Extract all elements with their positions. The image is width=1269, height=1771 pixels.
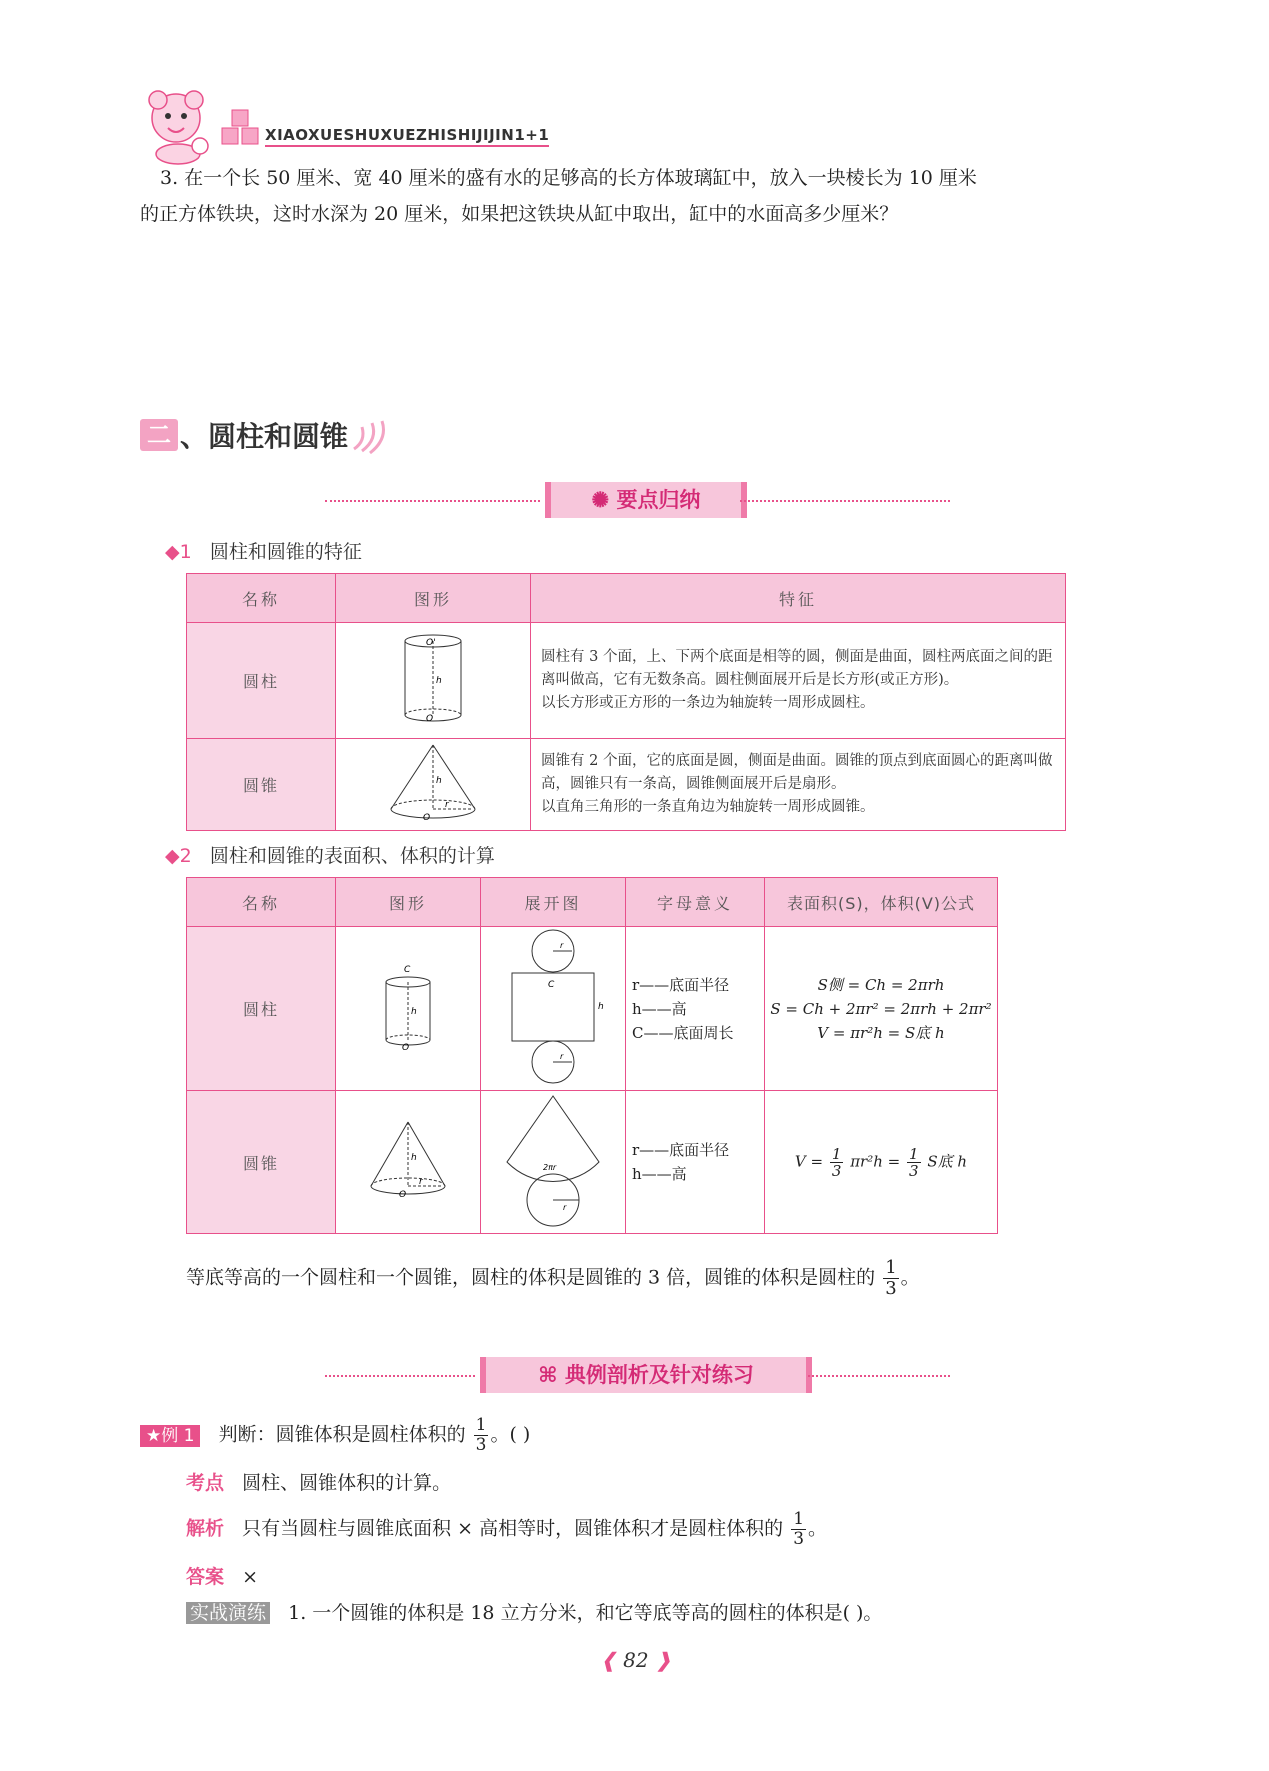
- cylinder-formulas: [765, 927, 998, 1091]
- label-o: O: [426, 713, 434, 724]
- cylinder-legend: [626, 927, 765, 1091]
- cone-figure-small: [336, 1091, 481, 1234]
- mascot-illustration: [138, 86, 220, 166]
- label-c: C: [548, 979, 555, 990]
- examples-banner: [480, 1357, 812, 1393]
- label-o: O: [402, 1042, 410, 1052]
- volume-relation-note: [186, 1258, 920, 1299]
- fraction-one-third: [907, 1146, 921, 1179]
- question-3-line-2: 的正方体铁块，这时水深为 20 厘米，如果把这铁块从缸中取出，缸中的水面高多少厘米？: [140, 203, 899, 225]
- table1-header-feature: 特征: [531, 574, 1066, 623]
- subheading-1: [165, 537, 362, 564]
- example-1: [140, 1416, 530, 1455]
- legend-h: h——高: [632, 1165, 687, 1183]
- practice-tag: 实战演练: [186, 1602, 270, 1624]
- formula-volume: V = πr²h = S底 h: [817, 1023, 945, 1042]
- label-c: C: [404, 964, 411, 975]
- example-blank: 。( ): [490, 1423, 531, 1446]
- cylinder-feature-text-2: 以长方形或正方形的一条边为轴旋转一周形成圆柱。: [541, 695, 875, 711]
- table2-header-figure: 图形: [336, 878, 481, 927]
- jiexi-text: 只有当圆柱与圆锥底面积 × 高相等时，圆锥体积才是圆柱体积的: [242, 1517, 784, 1540]
- table1-row-cylinder-feature: [531, 623, 1066, 739]
- label-r: r: [563, 1203, 567, 1212]
- section-title-text: 、圆柱和圆锥: [180, 420, 349, 453]
- formula-surface-area: S = Ch + 2πr² = 2πrh + 2πr²: [770, 999, 992, 1018]
- note-text: 等底等高的一个圆柱和一个圆锥，圆柱的体积是圆锥的 3 倍，圆锥的体积是圆柱的: [186, 1266, 876, 1289]
- table1-row-cone-feature: [531, 739, 1066, 831]
- pinwheel-icon: ✺: [591, 487, 617, 512]
- subheading-2-title: 圆柱和圆锥的表面积、体积的计算: [209, 845, 495, 867]
- question-3-line-1: 3. 在一个长 50 厘米、宽 40 厘米的盛有水的足够高的长方体玻璃缸中，放入一块棱长为 10 厘米: [160, 167, 977, 189]
- cone-feature-text-2: 以直角三角形的一条直角边为轴旋转一周形成圆锥。: [541, 799, 875, 815]
- label-r: r: [560, 1051, 564, 1061]
- summary-banner-label: 要点归纳: [616, 487, 701, 512]
- label-h: h: [436, 775, 442, 786]
- label-r: r: [445, 799, 449, 810]
- table2-header-formula: 表面积(S)，体积(V)公式: [765, 878, 998, 927]
- dotted-divider-right: [808, 1375, 950, 1377]
- cone-formula-prefix: V =: [794, 1152, 824, 1170]
- label-r: r: [419, 1177, 423, 1187]
- practice-text: 1. 一个圆锥的体积是 18 立方分米，和它等底等高的圆柱的体积是( )。: [288, 1602, 883, 1624]
- answer-text: ×: [242, 1566, 259, 1588]
- table2-row-cone-name: 圆锥: [187, 1091, 336, 1234]
- fraction-numerator: 1: [793, 1509, 805, 1529]
- fraction-numerator: 1: [475, 1415, 487, 1435]
- cylinder-feature-text: 圆柱有 3 个面，上、下两个底面是相等的圆，侧面是曲面，圆柱两底面之间的距离叫做高，它有无数条高。圆柱侧面展开后是长方形(或正方形)。: [541, 649, 1053, 688]
- table1-header-figure: 图形: [336, 574, 531, 623]
- page-left-bracket: ❰: [600, 1648, 617, 1672]
- features-table: [186, 573, 1066, 831]
- formulas-table: [186, 877, 998, 1234]
- table2-header-legend: 字母意义: [626, 878, 765, 927]
- formula-lateral-area: S侧 = Ch = 2πrh: [817, 975, 945, 994]
- example-kaodian: [186, 1468, 451, 1495]
- kaodian-label: 考点: [186, 1472, 225, 1494]
- legend-r: r——底面半径: [632, 975, 730, 994]
- answer-label: 答案: [186, 1566, 225, 1588]
- table-row: [187, 739, 1066, 831]
- page-right-bracket: ❱: [654, 1648, 672, 1672]
- dotted-divider-left: [325, 1375, 475, 1377]
- page-number-value: 82: [623, 1648, 649, 1672]
- subheading-1-title: 圆柱和圆锥的特征: [209, 541, 362, 563]
- dotted-divider-left: [325, 500, 540, 502]
- fraction-one-third: [791, 1510, 806, 1549]
- table-row: [187, 927, 998, 1091]
- table-row: [187, 623, 1066, 739]
- cylinder-figure: [336, 623, 531, 739]
- label-h: h: [411, 1153, 417, 1163]
- label-o: O: [423, 812, 431, 823]
- fraction-one-third: [474, 1416, 489, 1455]
- cone-legend: [626, 1091, 765, 1234]
- subheading-1-marker: ◆1: [165, 541, 192, 563]
- table2-header-name: 名称: [187, 878, 336, 927]
- cone-formula-end: S底 h: [927, 1152, 968, 1170]
- example-answer: [186, 1562, 258, 1589]
- page-number: [600, 1648, 672, 1672]
- cone-figure: [336, 739, 531, 831]
- cylinder-net-figure: [481, 927, 626, 1091]
- table2-row-cylinder-name: 圆柱: [187, 927, 336, 1091]
- fraction-numerator: 1: [885, 1257, 897, 1278]
- jiexi-label: 解析: [186, 1517, 225, 1540]
- table2-header-net: 展开图: [481, 878, 626, 927]
- cylinder-figure-small: [336, 927, 481, 1091]
- table1-row-cone-name: 圆锥: [187, 739, 336, 831]
- fraction-denominator: 3: [475, 1435, 487, 1455]
- fraction-numerator: 1: [831, 1144, 842, 1163]
- example-question: 判断：圆锥体积是圆柱体积的: [218, 1423, 466, 1446]
- subheading-2-marker: ◆2: [165, 845, 192, 867]
- summary-banner: [545, 482, 747, 518]
- cone-feature-text: 圆锥有 2 个面，它的底面是圆，侧面是曲面。圆锥的顶点到底面圆心的距离叫做高，圆锥只有一条高，圆锥侧面展开后是扇形。: [541, 753, 1053, 792]
- signal-icon: [350, 419, 390, 455]
- label-o: O: [399, 1190, 407, 1200]
- fraction-denominator: 3: [909, 1161, 919, 1180]
- label-2pi-r: 2πr: [543, 1163, 557, 1172]
- section-number: 二: [140, 419, 178, 451]
- label-r: r: [560, 940, 564, 950]
- cone-net-figure: [481, 1091, 626, 1234]
- label-h: h: [598, 1001, 604, 1012]
- table1-row-cylinder-name: 圆柱: [187, 623, 336, 739]
- fraction-denominator: 3: [885, 1278, 897, 1299]
- legend-r: r——底面半径: [632, 1141, 730, 1159]
- legend-h: h——高: [632, 999, 687, 1018]
- header-title: XIAOXUESHUXUEZHISHIJIJIN1+1: [265, 126, 549, 147]
- label-h: h: [436, 675, 442, 686]
- legend-c: C——底面周长: [632, 1023, 734, 1042]
- fraction-one-third: [883, 1258, 898, 1299]
- cone-formula-mid: πr²h =: [850, 1152, 901, 1170]
- label-o-prime: O': [426, 637, 436, 648]
- kaodian-text: 圆柱、圆锥体积的计算。: [242, 1472, 452, 1494]
- dotted-divider-right: [740, 500, 950, 502]
- examples-banner-label: 典例剖析及针对练习: [564, 1362, 754, 1387]
- note-end: 。: [900, 1266, 920, 1289]
- fraction-one-third: [830, 1146, 844, 1179]
- label-h: h: [411, 1006, 417, 1017]
- command-icon: ⌘: [538, 1362, 565, 1387]
- practice-question-1: [186, 1598, 882, 1625]
- fraction-numerator: 1: [909, 1144, 919, 1163]
- fraction-denominator: 3: [831, 1161, 842, 1180]
- fraction-denominator: 3: [793, 1529, 805, 1549]
- table1-header-name: 名称: [187, 574, 336, 623]
- example-tag: ★例 1: [140, 1425, 200, 1447]
- cone-formula: [765, 1091, 998, 1234]
- table-row: [187, 1091, 998, 1234]
- blocks-icon: [220, 108, 264, 148]
- example-jiexi: [186, 1510, 827, 1549]
- subheading-2: [165, 841, 495, 868]
- jiexi-end: 。: [808, 1517, 828, 1540]
